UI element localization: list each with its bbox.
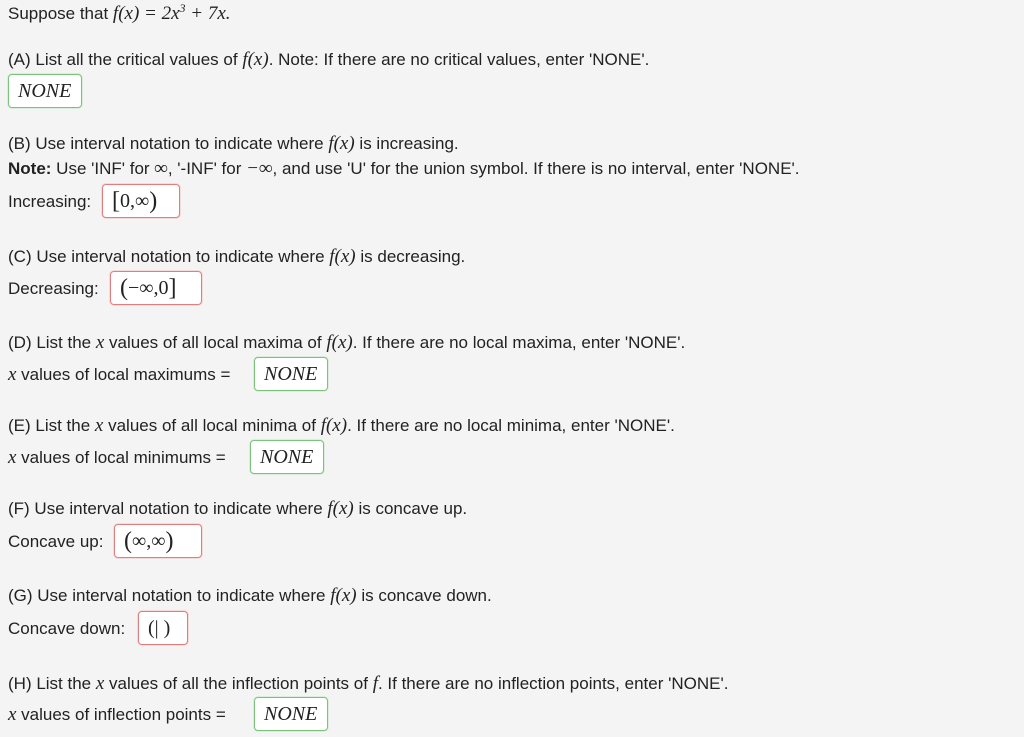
local-min-x: x	[8, 447, 17, 468]
part-e-x: x	[94, 415, 104, 436]
part-g-text-end: is concave down.	[356, 586, 492, 605]
concave-up-open-bracket: (	[124, 527, 132, 554]
local-max-x: x	[8, 364, 17, 385]
part-f-fx: f(x)	[327, 498, 354, 519]
part-b-prompt	[8, 133, 459, 155]
part-d-prompt	[8, 332, 685, 354]
local-min-label	[8, 447, 226, 469]
part-h-f: f	[372, 673, 378, 694]
increasing-answer-input[interactable]	[102, 184, 180, 218]
part-d-text-mid: values of all local maxima of	[104, 333, 327, 352]
part-b-note	[8, 158, 800, 180]
part-e-text: (E) List the	[8, 416, 95, 435]
part-f-text-end: is concave up.	[353, 499, 468, 518]
part-e-text-mid: values of all local minima of	[103, 416, 321, 435]
part-h-text-mid: values of all the inflection points of	[104, 674, 373, 693]
local-max-label-text: values of local maximums =	[16, 365, 231, 384]
part-e-prompt	[8, 415, 675, 437]
part-c-fx: f(x)	[329, 246, 356, 267]
part-h-text: (H) List the	[8, 674, 96, 693]
inflection-label	[8, 704, 226, 726]
part-c-text-end: is decreasing.	[355, 247, 466, 266]
part-b-fx: f(x)	[328, 133, 355, 154]
decreasing-label: Decreasing:	[8, 279, 99, 298]
intro-text: Suppose that	[8, 4, 113, 23]
inflection-answer-input[interactable]: NONE	[254, 697, 328, 731]
part-b-text: (B) Use interval notation to indicate where	[8, 134, 329, 153]
function-definition	[113, 3, 231, 24]
concave-down-label: Concave down:	[8, 619, 126, 638]
part-d-text: (D) List the	[8, 333, 96, 352]
note-label: Note:	[8, 159, 52, 178]
decreasing-open-bracket: (	[120, 274, 128, 301]
increasing-close-bracket: )	[149, 187, 158, 214]
inflection-label-text: values of inflection points =	[16, 705, 226, 724]
increasing-answer-value: 0,∞	[120, 189, 150, 212]
problem-statement	[8, 3, 231, 25]
part-b-text-end: is increasing.	[354, 134, 459, 153]
function-exponent: 3	[179, 1, 186, 15]
concave-up-answer-input[interactable]	[114, 524, 202, 558]
part-f-prompt	[8, 498, 467, 520]
note-inf-symbol: ∞	[154, 158, 168, 179]
concave-down-answer-input[interactable]: (| )	[138, 611, 188, 645]
note-neginf-symbol: −∞	[246, 158, 273, 179]
local-max-label	[8, 364, 230, 386]
part-a-text: (A) List all the critical values of	[8, 50, 243, 69]
part-h-prompt	[8, 673, 728, 695]
local-min-answer-input[interactable]: NONE	[250, 440, 324, 474]
decreasing-answer-input[interactable]	[110, 271, 202, 305]
part-e-note: . If there are no local minima, enter 'NONE'.	[347, 416, 675, 435]
note-text-3: , and use 'U' for the union symbol. If there is no interval, enter 'NONE'.	[272, 159, 800, 178]
part-g-fx: f(x)	[330, 585, 357, 606]
part-c-prompt	[8, 246, 465, 268]
part-h-x: x	[95, 673, 105, 694]
part-f-text: (F) Use interval notation to indicate where	[8, 499, 328, 518]
increasing-label: Increasing:	[8, 192, 92, 211]
part-g-text: (G) Use interval notation to indicate where	[8, 586, 331, 605]
function-rest: + 7x.	[185, 3, 231, 24]
note-text-1: Use 'INF' for	[51, 159, 155, 178]
part-c-text: (C) Use interval notation to indicate where	[8, 247, 330, 266]
concave-up-label: Concave up:	[8, 532, 104, 551]
function-expr: f(x) = 2x	[112, 3, 180, 24]
part-d-note: . If there are no local maxima, enter 'NONE'.	[352, 333, 686, 352]
local-min-label-text: values of local minimums =	[16, 448, 226, 467]
part-d-x: x	[95, 332, 105, 353]
concave-up-answer-value: ∞,∞	[132, 529, 166, 552]
part-e-fx: f(x)	[320, 415, 348, 436]
local-max-answer-input[interactable]: NONE	[254, 357, 328, 391]
decreasing-answer-value: −∞,0	[128, 276, 169, 299]
decreasing-close-bracket: ]	[168, 274, 177, 301]
concave-up-close-bracket: )	[165, 527, 174, 554]
part-a-fx: f(x)	[242, 49, 269, 70]
part-h-note: . If there are no inflection points, enter 'NONE'.	[377, 674, 729, 693]
note-text-2: , '-INF' for	[167, 159, 247, 178]
part-a-note: . Note: If there are no critical values, enter 'NONE'.	[268, 50, 650, 69]
part-g-prompt	[8, 585, 492, 607]
part-a-prompt	[8, 49, 649, 71]
part-a-answer-input[interactable]: NONE	[8, 74, 82, 108]
increasing-open-bracket: [	[112, 187, 120, 214]
part-d-fx: f(x)	[326, 332, 353, 353]
inflection-x: x	[8, 704, 17, 725]
